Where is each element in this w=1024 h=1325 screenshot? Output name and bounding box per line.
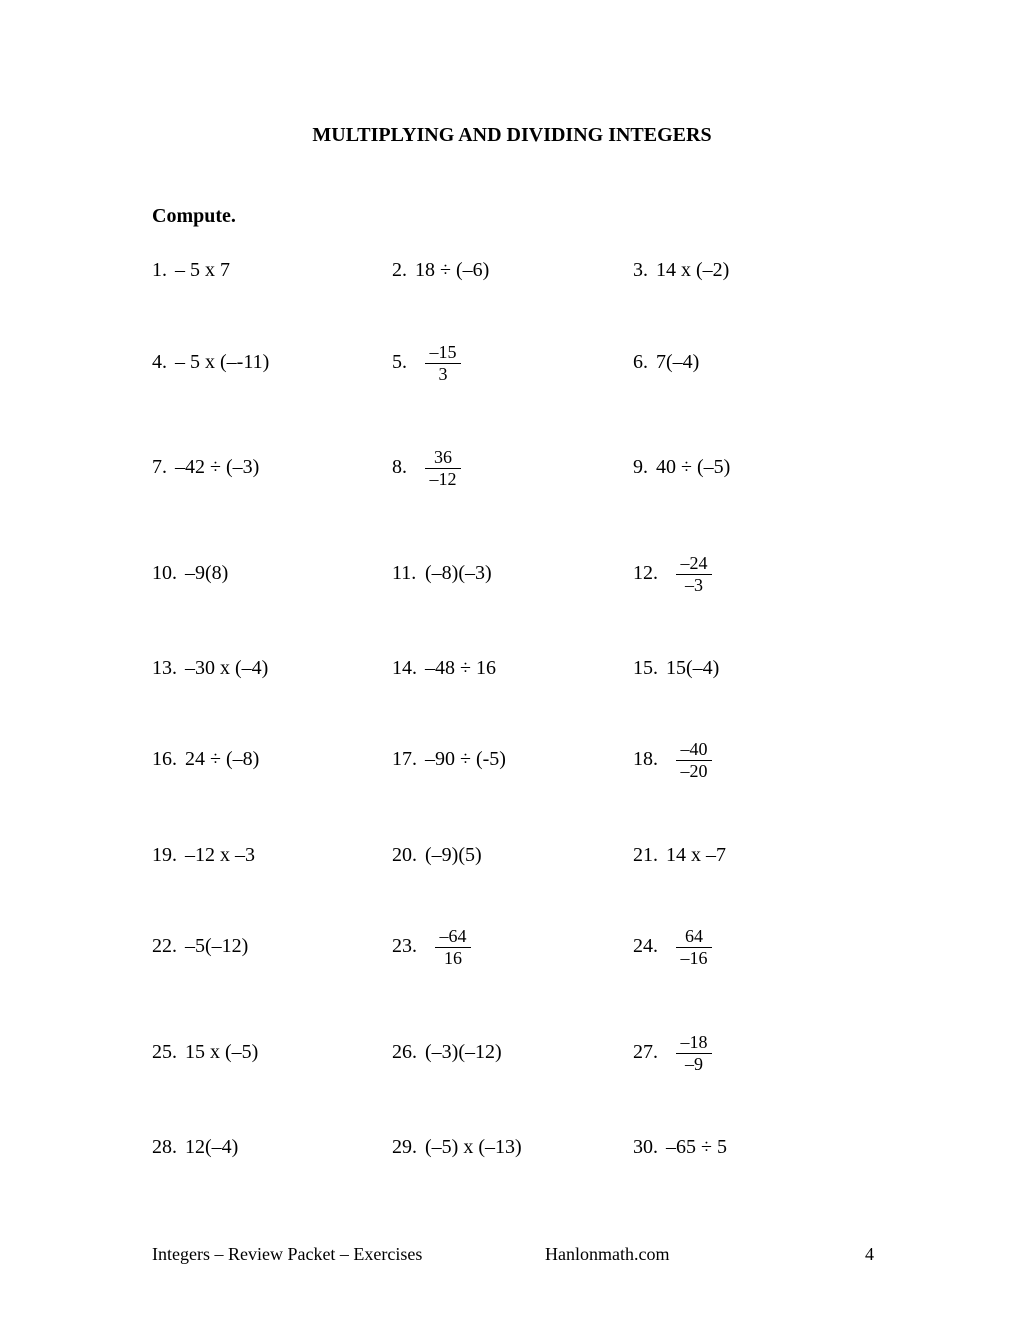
fraction-denominator: 3 xyxy=(438,364,448,384)
problem-number: 30. xyxy=(633,1136,658,1158)
problem-number: 15. xyxy=(633,657,658,679)
problem-number: 22. xyxy=(152,935,177,957)
problem-number: 3. xyxy=(633,259,648,281)
problem-number: 28. xyxy=(152,1136,177,1158)
problem-number: 8. xyxy=(392,456,407,478)
problem-number: 11. xyxy=(392,562,417,584)
fraction-numerator: –18 xyxy=(680,1032,708,1052)
fraction-numerator: –64 xyxy=(439,926,467,946)
fraction-denominator: –20 xyxy=(680,761,708,781)
fraction-denominator: –3 xyxy=(685,575,703,595)
problem-expression: –5(–12) xyxy=(185,935,249,957)
problem-expression: – 5 x (–-11) xyxy=(175,351,270,373)
problem-number: 19. xyxy=(152,844,177,866)
fraction-numerator: –24 xyxy=(680,553,708,573)
problem-number: 4. xyxy=(152,351,167,373)
fraction-numerator: –15 xyxy=(429,342,457,362)
problem-expression: –12 x –3 xyxy=(185,844,255,866)
problem-number: 9. xyxy=(633,456,648,478)
fraction-denominator: –12 xyxy=(429,469,457,489)
problem-number: 23. xyxy=(392,935,417,957)
problem-number: 10. xyxy=(152,562,177,584)
fraction-denominator: 16 xyxy=(444,948,462,968)
problem-number: 26. xyxy=(392,1041,417,1063)
problem-expression: 24 ÷ (–8) xyxy=(185,748,260,770)
problem-expression: 40 ÷ (–5) xyxy=(656,456,731,478)
problem-number: 21. xyxy=(633,844,658,866)
problem-expression: –42 ÷ (–3) xyxy=(175,456,260,478)
problem-number: 1. xyxy=(152,259,167,281)
problem-expression: 15 x (–5) xyxy=(185,1041,259,1063)
problem-expression: –48 ÷ 16 xyxy=(425,657,496,679)
fraction-numerator: 64 xyxy=(685,926,703,946)
problem-expression: (–5) x (–13) xyxy=(425,1136,522,1158)
problem-expression: –90 ÷ (-5) xyxy=(425,748,506,770)
problem-number: 29. xyxy=(392,1136,417,1158)
instruction-heading: Compute. xyxy=(152,205,236,227)
problem-expression: 14 x –7 xyxy=(666,844,726,866)
problem-expression: –30 x (–4) xyxy=(185,657,269,679)
fraction-numerator: 36 xyxy=(434,447,452,467)
problem-number: 12. xyxy=(633,562,658,584)
problem-number: 16. xyxy=(152,748,177,770)
problem-number: 2. xyxy=(392,259,407,281)
problem-expression: –9(8) xyxy=(185,562,229,584)
footer-site: Hanlonmath.com xyxy=(545,1244,670,1264)
footer-left: Integers – Review Packet – Exercises xyxy=(152,1244,423,1264)
problem-expression: 14 x (–2) xyxy=(656,259,730,281)
problem-number: 27. xyxy=(633,1041,658,1063)
problem-number: 20. xyxy=(392,844,417,866)
problem-number: 7. xyxy=(152,456,167,478)
problem-expression: 7(–4) xyxy=(656,351,700,373)
fraction-numerator: –40 xyxy=(680,739,708,759)
problem-expression: 15(–4) xyxy=(666,657,720,679)
problem-expression: (–8)(–3) xyxy=(425,562,492,584)
page-title: MULTIPLYING AND DIVIDING INTEGERS xyxy=(312,124,712,146)
fraction-denominator: –9 xyxy=(685,1054,703,1074)
problem-expression: (–3)(–12) xyxy=(425,1041,502,1063)
problem-number: 5. xyxy=(392,351,407,373)
problem-number: 18. xyxy=(633,748,658,770)
problem-expression: (–9)(5) xyxy=(425,844,482,866)
problem-expression: – 5 x 7 xyxy=(175,259,230,281)
fraction-denominator: –16 xyxy=(680,948,708,968)
problem-number: 25. xyxy=(152,1041,177,1063)
page-number: 4 xyxy=(865,1244,874,1264)
problem-number: 17. xyxy=(392,748,417,770)
problem-number: 13. xyxy=(152,657,177,679)
problem-expression: 18 ÷ (–6) xyxy=(415,259,490,281)
problem-number: 24. xyxy=(633,935,658,957)
problem-number: 6. xyxy=(633,351,648,373)
problem-number: 14. xyxy=(392,657,417,679)
problem-expression: –65 ÷ 5 xyxy=(666,1136,727,1158)
problem-expression: 12(–4) xyxy=(185,1136,239,1158)
